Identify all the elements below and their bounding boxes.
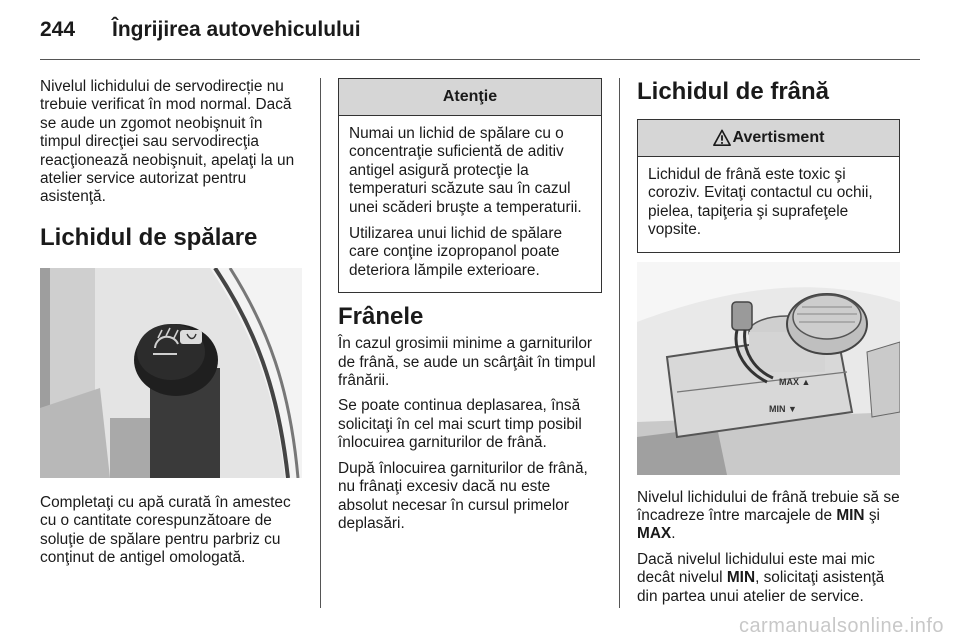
- warning-text: Lichidul de frână este toxic şi coroziv. Evitaţi contactul cu ochii, pielea, tapiţeria şi suprafeţele vopsite.: [648, 166, 873, 239]
- max-term: MAX: [637, 525, 672, 543]
- page-number: 244: [40, 18, 76, 41]
- column-middle: [338, 78, 602, 540]
- column-divider-1: [320, 78, 321, 608]
- watermark: carmanualsonline.info: [738, 615, 944, 637]
- notice-paragraph: Numai un lichid de spălare cu o concentraţie suficientă de aditiv antigel asigură protecţie la temperaturi scăzute sau în cazul unei scăderi bruşte a temperaturii.: [349, 125, 582, 216]
- brakes-paragraph: În cazul grosimii minime a garniturilor de frână, se aude un scârţâit în timpul frânării.: [338, 335, 596, 390]
- column-left: [40, 78, 302, 574]
- brake-fluid-heading: Lichidul de frână: [637, 78, 830, 105]
- min-term: MIN: [726, 569, 756, 587]
- steering-fluid-paragraph: Nivelul lichidului de servodirecție nu trebuie verificat în mod normal. Dacă se aude un zgomot neobişnuit în timpul direcţiei sau servodirecţia reacţionează neobişnuit, apelaţi la un atelier service autorizat pentru asistenţă.: [40, 78, 295, 206]
- min-mark: MIN ▼: [769, 403, 797, 414]
- washer-fluid-photo: [40, 268, 302, 478]
- warning-title: [638, 120, 899, 157]
- brake-level-paragraph: Nivelul lichidului de frână trebuie să se încadreze între marcajele de MIN şi MAX.: [637, 488, 900, 543]
- warning-box: [637, 119, 900, 253]
- notice-box: [338, 78, 602, 293]
- page-header: [40, 18, 920, 48]
- brakes-paragraph: Se poate continua deplasarea, însă solicitaţi în cel mai scurt timp posibil înlocuirea garniturilor de frână.: [338, 397, 582, 452]
- header-divider: [40, 59, 920, 60]
- max-mark: MAX ▲: [779, 376, 811, 387]
- min-term: MIN: [836, 507, 865, 525]
- warning-title-text: Avertisment: [732, 129, 825, 146]
- washer-fluid-heading: Lichidul de spălare: [40, 223, 258, 251]
- column-divider-2: [619, 78, 620, 608]
- brakes-paragraph: După înlocuirea garniturilor de frână, nu frânaţi excesiv dacă nu este absolut necesar în cursul primelor deplasări.: [338, 459, 588, 532]
- washer-fluid-caption: Completaţi cu apă curată în amestec cu o cantitate corespunzătoare de soluţie de spălare pentru parbriz cu conţinut de antigel omologată.: [40, 493, 291, 567]
- brake-low-paragraph: Dacă nivelul lichidului este mai mic decât nivelul MIN, solicitaţi asistenţă din partea unui atelier de service.: [637, 550, 885, 605]
- notice-title: Atenţie: [339, 79, 601, 116]
- column-right: [637, 78, 900, 613]
- section-title: Îngrijirea autovehiculului: [112, 18, 361, 41]
- warning-triangle-icon: [713, 129, 731, 147]
- brake-fluid-photo: [637, 262, 900, 475]
- notice-paragraph: Utilizarea unui lichid de spălare care conţine izopropanol poate deteriora lămpile exterioare.: [349, 225, 563, 279]
- brakes-heading: Frânele: [338, 303, 424, 331]
